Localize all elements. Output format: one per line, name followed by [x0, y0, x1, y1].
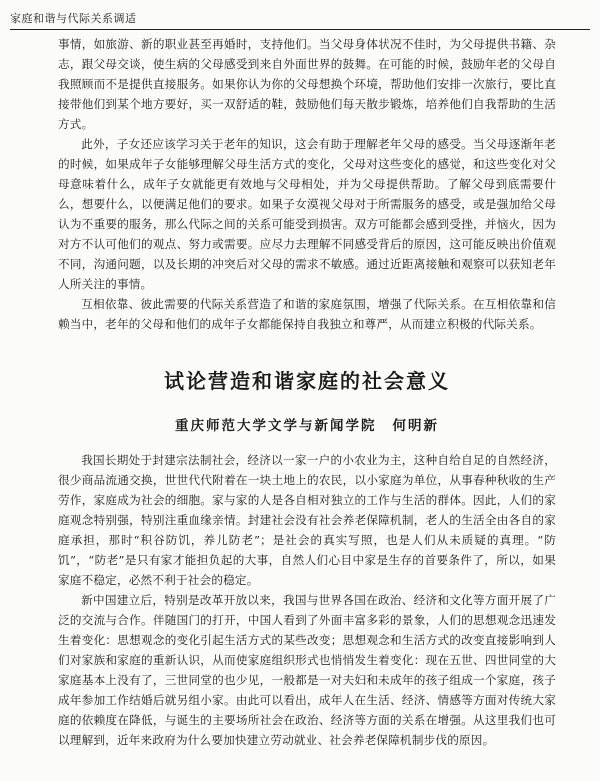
paragraph: 互相依靠、彼此需要的代际关系营造了和谐的家庭氛围，增强了代际关系。在互相依靠和信赖当中，老年的父母和他们的成年子女都能保持自我独立和尊严，从而建立积极的代际关系。 — [58, 297, 556, 331]
byline — [58, 416, 556, 436]
paragraph: 新中国建立后，特别是改革开放以来，我国与世界各国在政治、经济和文化等方面开展了广泛的交流与合作。伴随国门的打开，中国人看到了外面丰富多彩的景象，人们的思想观念迅速发生着变化：思想观念的变化引起生活方式的某些改变；思想观念和生活方式的改变直接影响到人们对家族和家庭的重新认识，从而使家庭组织形式也悄悄发生着变化：现在五世、四世同堂的大家庭基本上没有了，三世同堂的也少见，一般都是一对夫妇和未成年的孩子组成一个家庭，孩子成年参加工作结婚后就另组小家。由此可以看出，成年人在生活、经济、情感等方面对传统大家庭的依赖度在降低，与诞生的主要场所社会在政治、经济等方面的关系在增强。从这里我们也可以理解到，近年来政府为什么要加快建立劳动就业、社会养老保障机制步伐的原因。 — [58, 593, 556, 747]
paragraph: 事情，如旅游、新的职业甚至再婚时，支持他们。当父母身体状况不佳时，为父母提供书籍、杂志，跟父母交谈，使生病的父母感受到来自外面世界的鼓舞。在可能的时候，鼓励年老的父母自我照顾而不是提供直接服务。如果你认为你的父母想换个环境，帮助他们安排一次旅行，要比直接带他们到某个地方要好，买一双舒适的鞋，鼓励他们每天散步锻炼，培养他们自我帮助的生活方式。 — [58, 37, 556, 131]
paragraph: 我国长期处于封建宗法制社会，经济以一家一户的小农业为主，这种自给自足的自然经济，很少商品流通交换，世世代代附着在一块土地上的农民，以小家庭为单位，从事春种秋收的生产劳作，家庭成为社会的细胞。家与家的人是各自相对独立的工作与生活的群体。因此，人们的家庭观念特别强，特别注重血缘亲情。封建社会没有社会养老保障机制，老人的生活全由各自的家庭承担，那时“积谷防饥，养儿防老”；是社会的真实写照，也是人们从未质疑的真理。“防饥”，“防老”是只有家才能担负起的大事，自然人们心目中家是生存的首要条件了，所以，如果家庭不稳定，必然不利于社会的稳定。 — [58, 453, 556, 587]
paragraph: 此外，子女还应该学习关于老年的知识，这会有助于理解老年父母的感受。当父母逐渐年老的时候，如果成年子女能够理解父母生活方式的变化，父母对这些变化的感觉，和这些变化对父母意味着什么，成年子女就能更有效地与父母相处，并为父母提供帮助。了解父母到底需要什么，想要什么，以便满足他们的要求。如果子女漠视父母对于所需服务的感受，或是强加给父母认为不重要的服务，那么代际之间的关系可能受到损害。双方可能都会感到受挫，并恼火，因为对方不认可他们的观点、努力或需要。应尽力去理解不同感受背后的原因，这可能反映出价值观不同，沟通问题，以及长期的冲突后对父母的需求不敏感。通过近距离接触和观察可以获知老年人所关注的事情。 — [58, 137, 556, 291]
running-header-title: 家庭和谐与代际关系调适 — [10, 12, 137, 25]
author-name: 何明新 — [392, 418, 439, 434]
page-body — [58, 34, 556, 750]
article-title: 试论营造和谐家庭的社会意义 — [164, 369, 450, 393]
author-affiliation: 重庆师范大学文学与新闻学院 — [175, 418, 377, 434]
running-header — [10, 11, 590, 30]
